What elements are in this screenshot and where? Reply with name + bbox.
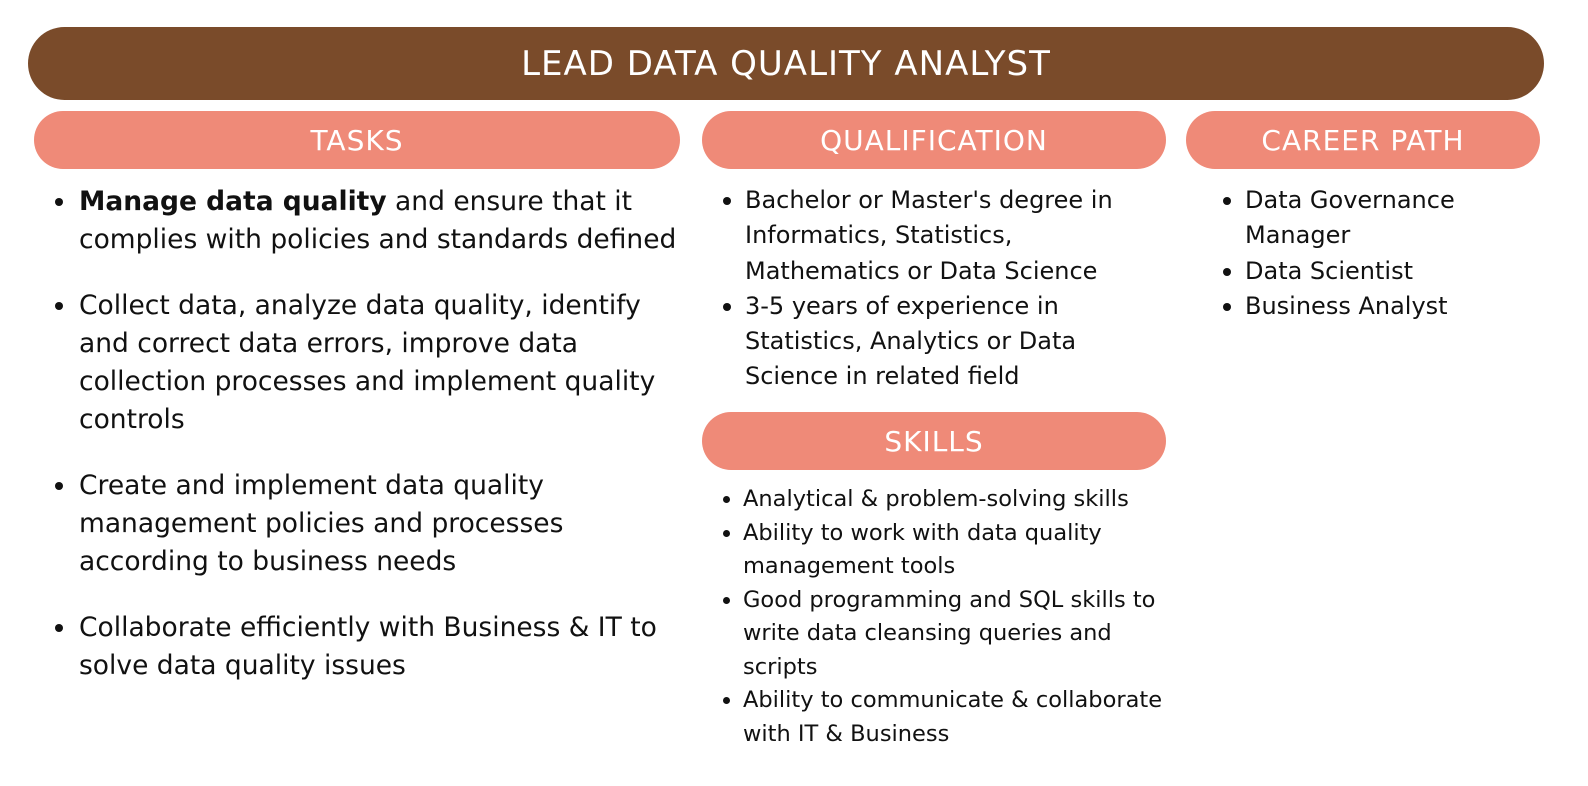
tasks-header: TASKS <box>34 111 680 169</box>
qualification-list <box>745 183 1170 395</box>
skill-item: Ability to work with data quality management tools <box>743 517 1183 584</box>
skills-list <box>743 483 1183 751</box>
qualification-item: 3-5 years of experience in Statistics, Analytics or Data Science in related field <box>745 289 1170 395</box>
task-item-bold: Manage data quality <box>79 186 387 217</box>
task-item <box>79 183 679 260</box>
page-title: LEAD DATA QUALITY ANALYST <box>28 27 1544 100</box>
task-item-text: Create and implement data quality management policies and processes according to business needs <box>79 469 564 578</box>
qualification-header: QUALIFICATION <box>702 111 1166 169</box>
tasks-list <box>79 183 679 712</box>
skills-header: SKILLS <box>702 412 1166 470</box>
task-item-text: Collect data, analyze data quality, identify and correct data errors, improve data collection processes and implement quality controls <box>79 289 656 436</box>
qualification-item: Bachelor or Master's degree in Informatics, Statistics, Mathematics or Data Science <box>745 183 1170 289</box>
task-item-text: and ensure that it complies with policies and standards defined <box>79 186 677 256</box>
career-path-list <box>1245 183 1545 324</box>
career-path-item: Data Governance Manager <box>1245 183 1545 254</box>
task-item-text: Collaborate efficiently with Business & IT to solve data quality issues <box>79 611 657 681</box>
task-item <box>79 287 679 440</box>
task-item <box>79 467 679 582</box>
career-path-item: Business Analyst <box>1245 289 1545 324</box>
skill-item: Ability to communicate & collaborate with IT & Business <box>743 684 1183 751</box>
skill-item: Good programming and SQL skills to write data cleansing queries and scripts <box>743 584 1183 685</box>
task-item <box>79 609 679 686</box>
career-path-item: Data Scientist <box>1245 254 1545 289</box>
skill-item: Analytical & problem-solving skills <box>743 483 1183 517</box>
career-path-header: CAREER PATH <box>1186 111 1540 169</box>
